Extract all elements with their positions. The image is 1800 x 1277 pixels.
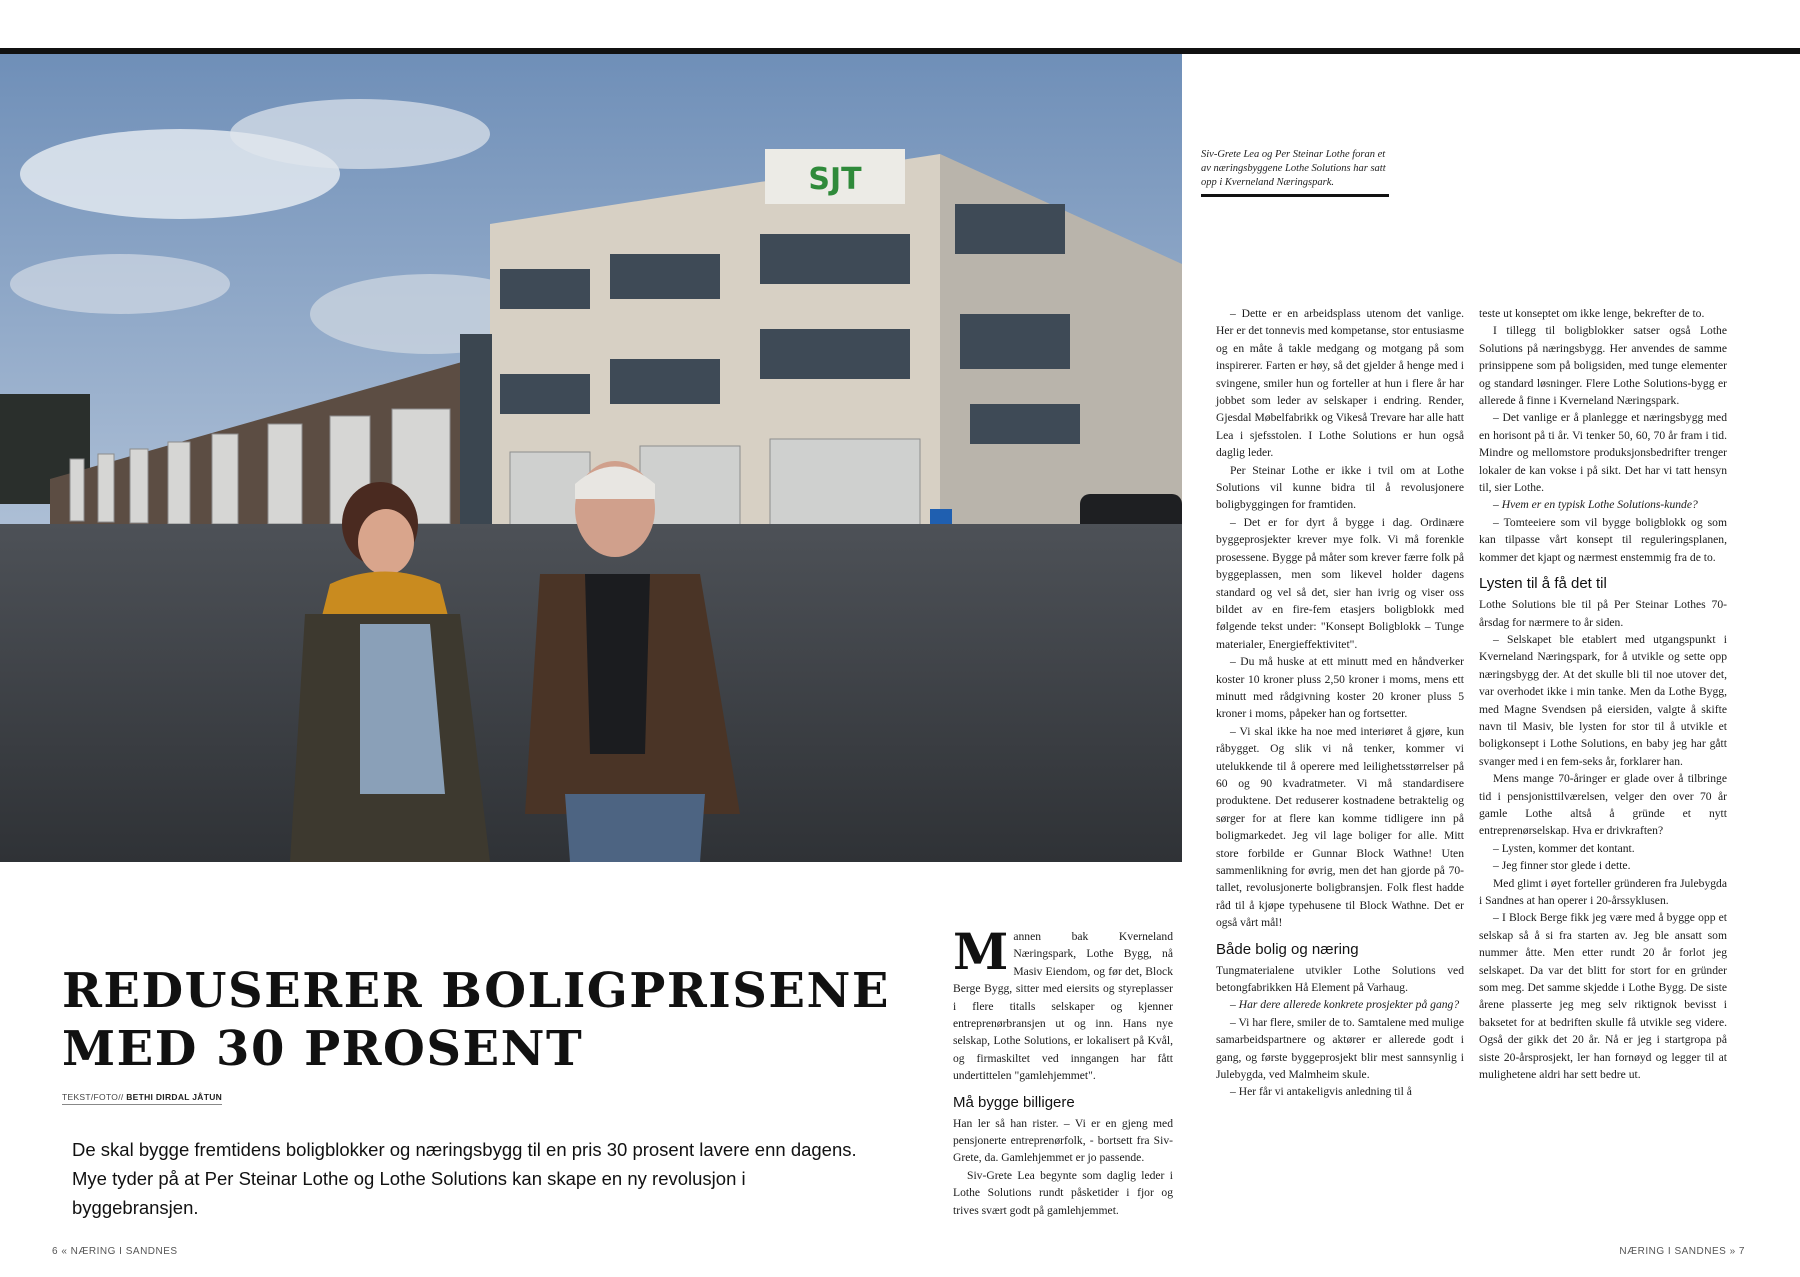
paragraph: – Det vanlige er å planlegge et næringsbygg med en horisont på ti år. Vi tenker 50, 60, 70 år fram i tid. Mindre og mellomstore produksjonsbedrifter trenger lokaler de kan vokse i på sikt. Det har vi tatt hensyn til, sier Lothe. <box>1479 411 1727 495</box>
paragraph: – I Block Berge fikk jeg være med å bygge opp et selskap så å si fra starten av. Jeg ble ansatt som nummer åtte. Men etter rundt 20 år forlot jeg selskapet. Da var det blitt for stort for en gründer som meg. Det samme skjedde i Lothe Bygg. De siste årene plasserte jeg meg selv riktignok bevisst i baksetet for at bedriften skulle få utvikle seg videre. Også der gikk det 20 år. Nå er jeg i startgropa på siste 20-årsprosjekt, ler han fornøyd og legger til at mulighetene aldri har sett bedre ut. <box>1479 911 1727 1082</box>
headline-line-2: MED 30 PROSENT <box>62 1021 584 1078</box>
article-column-1 <box>953 922 1173 1219</box>
subheading-2: Både bolig og næring <box>1216 940 1359 958</box>
article-photo <box>0 54 1182 862</box>
headline <box>62 962 922 1078</box>
byline-rule <box>62 1104 222 1105</box>
byline <box>62 1092 222 1102</box>
paragraph: Lothe Solutions ble til på Per Steinar Lothes 70-årsdag for nærmere to år siden. <box>1479 598 1727 629</box>
paragraph: Med glimt i øyet forteller gründeren fra Julebygda i Sandnes at han operer i 20-årssyklusen. <box>1479 876 1727 907</box>
question-text: – Har dere allerede konkrete prosjekter på gang? <box>1230 998 1460 1012</box>
folio-right: NÆRING I SANDNES » 7 <box>1619 1246 1745 1257</box>
subheading-3: Lysten til å få det til <box>1479 575 1607 593</box>
paragraph: – Dette er en arbeidsplass utenom det vanlige. Her er det tonnevis med kompetanse, stor entusiasme og en måte å takle medgang og motgang på som inspirerer. Farten er høy, så det gjelder å henge med i svingene, smiler hun og forteller at hun i flere år har jobbet som leder av selskaper i endring. Render, Gjesdal Møbelfabrikk og Vikeså Trevare har alle hatt Lea i sjefsstolen. I Lothe Solutions er hun også daglig leder. <box>1216 307 1464 460</box>
byline-label: TEKST/FOTO// <box>62 1092 124 1102</box>
question-text: – Hvem er en typisk Lothe Solutions-kunde? <box>1493 498 1698 512</box>
paragraph: – Du må huske at ett minutt med en håndverker koster 10 kroner pluss 2,50 kroner i moms, mens ett minutt med rådgivning koster 20 kroner pluss 5 kroner i moms, påpeker han og fortsetter. <box>1216 655 1464 721</box>
intro-paragraph <box>953 922 1173 1085</box>
paragraph: – Her får vi antakeligvis anledning til å <box>1230 1085 1412 1099</box>
headline-line-1: REDUSERER BOLIGPRISENE <box>62 963 890 1020</box>
lead-paragraph: De skal bygge fremtidens boligblokker og næringsbygg til en pris 30 prosent lavere enn dagens. Mye tyder på at Per Steinar Lothe og Lothe Solutions kan skape en ny revolusjon i byggebransjen. <box>72 1139 857 1218</box>
paragraph: – Tomteeiere som vil bygge boligblokk og som kan tilpasse vårt konsept til reguleringsplanen, kommer det kjapt og nærmest enstemmig fra de to. <box>1479 515 1727 564</box>
paragraph: – Jeg finner stor glede i dette. <box>1493 859 1631 873</box>
paragraph-question <box>1216 996 1464 1013</box>
paragraph: – Vi har flere, smiler de to. Samtalene med mulige samarbeidspartnere og aktører er allerede godt i gang, og første byggeprosjekt blir mest sannsynlig i Julebygda, ved Malmheim skule. <box>1216 1015 1464 1082</box>
paragraph: Mens mange 70-åringer er glade over å tilbringe tid i pensjonisttilværelsen, velger den over 70 år gamle Lothe altså å gründe et nytt entreprenørselskap. Hva er drivkraften? <box>1479 772 1727 838</box>
photo-illustration <box>0 54 1182 862</box>
paragraph: – Vi skal ikke ha noe med interiøret å gjøre, kun råbygget. Og slik vi nå tenker, kommer vi utelukkende til å operere med leilighetsstørrelser på 60 og 90 kvadratmeter. Vi må standardisere produktene. Det reduserer kostnadene betraktelig og sørger for at flere kan komme tidligere inn på boligmarkedet. Jeg vil lage boliger for alle. Mitt store forbilde er Gunnar Block Wathne! Uten sammenlikning for øvrig, men det han gjorde på 70-tallet, revolusjonerte boligbransjen. Folk flest hadde råd til å kjøpe typehusene til Block Wathne. Det er også vårt mål! <box>1216 724 1464 930</box>
photo-caption-text: Siv-Grete Lea og Per Steinar Lothe foran et av næringsbyggene Lothe Solutions har satt opp i Kverneland Næringspark. <box>1201 149 1386 188</box>
paragraph: I tillegg til boligblokker satser også Lothe Solutions på næringsbygg. Her anvendes de samme prinsippene som på boligsiden, med tunge elementer og standard løsninger. Flere Lothe Solutions-bygg er allerede å finne i Kverneland Næringspark. <box>1479 324 1727 408</box>
paragraph: Tungmaterialene utvikler Lothe Solutions ved betongfabrikken Hå Element på Varhaug. <box>1216 963 1464 995</box>
subheading-1: Må bygge billigere <box>953 1093 1075 1111</box>
caption-rule <box>1201 194 1389 197</box>
photo-caption <box>1201 148 1391 197</box>
folio-left: 6 « NÆRING I SANDNES <box>52 1246 178 1257</box>
byline-name: BETHI DIRDAL JÅTUN <box>126 1092 223 1102</box>
paragraph: – Det er for dyrt å bygge i dag. Ordinære byggeprosjekter krever mye folk. Vi må forenkle prosessene. Bygge på måter som krever færre folk på byggeplassen, men som likevel holder dagens standard og vel så det, sier han ivrig og viser oss bildet av en fire-fem etasjers boligblokk med følgende tekst under: "Konsept Boligblokk – Tunge materialer, Energieffektivitet". <box>1216 515 1464 651</box>
paragraph: – Lysten, kommer det kontant. <box>1493 841 1635 855</box>
paragraph-question <box>1479 496 1727 513</box>
building-sign-text: SJT <box>808 162 862 197</box>
drop-cap: M <box>953 922 1009 981</box>
article-column-2 <box>1216 305 1464 1101</box>
paragraph: Per Steinar Lothe er ikke i tvil om at Lothe Solutions vil kunne bidra til å revolusjonere boligbyggingen for framtiden. <box>1216 463 1464 512</box>
paragraph: Han ler så han rister. – Vi er en gjeng med pensjonerte entreprenørfolk, - bortsett fra Siv-Grete, da. Gamlehjemmet er jo passende. <box>953 1116 1173 1165</box>
paragraph: – Selskapet ble etablert med utgangspunkt i Kverneland Næringspark, for å utvikle og sette opp næringsbygg der. At det skulle bli til noe utover det, var overhodet ikke i min tanke. Men da Lothe Bygg, med Magne Svendsen på eiersiden, valgte å skifte navn til Masiv, ble lysten for stor til å utvikle et boligkonsept i Lothe Solutions, en baby jeg har gått svanger med i en fem-seks år, forklarer han. <box>1479 632 1727 768</box>
paragraph: Siv-Grete Lea begynte som daglig leder i Lothe Solutions rundt påsketider i fjor og trives svært godt på gamlehjemmet. <box>953 1168 1173 1217</box>
intro-text: annen bak Kverneland Næringspark, Lothe Bygg, nå Masiv Eiendom, og før det, Block Berge Bygg, sitter med eiersits og styreplasser i flere titalls selskaper og kjenner entreprenørbransjen ut og inn. Hans nye selskap, Lothe Solutions, er lokalisert på Kvål, og firmaskiltet ved inngangen har fått undertittelen "gamlehjemmet". <box>953 930 1173 1083</box>
paragraph: teste ut konseptet om ikke lenge, bekrefter de to. <box>1479 307 1705 320</box>
article-column-3 <box>1479 305 1727 1083</box>
